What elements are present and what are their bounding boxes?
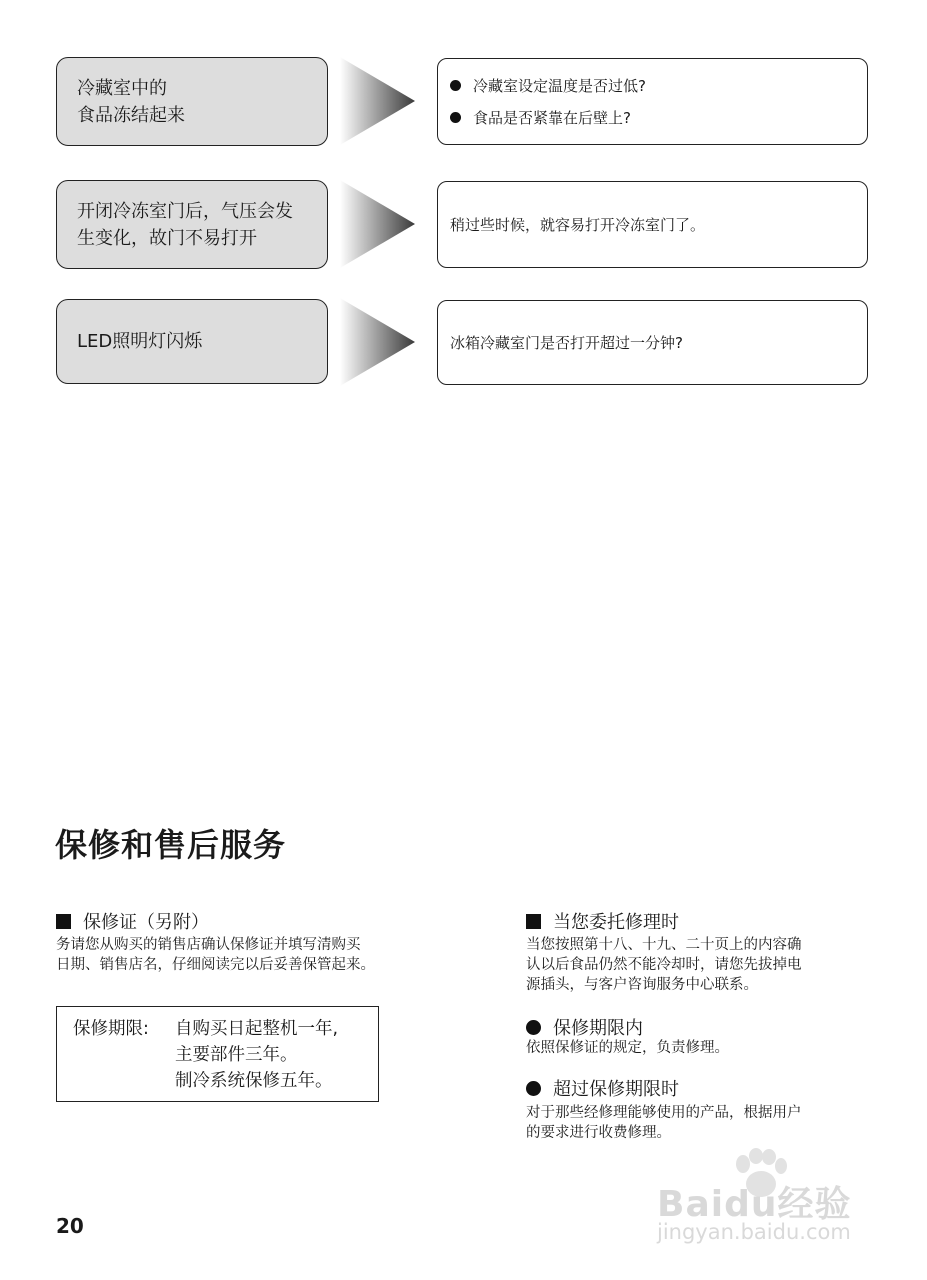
beyond-period-heading-text: 超过保修期限时	[553, 1079, 679, 1100]
repair-line-1: 当您按照第十八、十九、二十页上的内容确	[526, 937, 802, 953]
repair-text	[526, 935, 802, 995]
repair-heading-text: 当您委托修理时	[553, 912, 679, 933]
square-bullet-icon	[526, 914, 541, 929]
problem-3-line-1: LED照明灯闪烁	[77, 331, 203, 352]
watermark-brand: Baidu经验	[657, 1184, 852, 1225]
page-number: 20	[56, 1214, 84, 1238]
warranty-period-line-2: 主要部件三年。	[175, 1045, 298, 1065]
problem-box-2	[56, 180, 328, 269]
warranty-card-line-2: 日期、销售店名，仔细阅读完以后妥善保管起来。	[56, 957, 375, 973]
problem-box-1	[56, 57, 328, 146]
repair-line-2: 认以后食品仍然不能冷却时，请您先拔掉电	[526, 957, 802, 973]
answer-1-item-2	[450, 102, 855, 134]
beyond-period-line-1: 对于那些经修理能够使用的产品，根据用户	[526, 1105, 802, 1121]
bullet-dot-icon	[450, 80, 461, 91]
warranty-period-label: 保修期限:	[73, 1019, 149, 1039]
answer-1-item-2-text: 食品是否紧靠在后壁上?	[473, 108, 631, 127]
answer-box-2	[437, 181, 868, 268]
square-bullet-icon	[56, 914, 71, 929]
warranty-card-heading	[56, 908, 209, 934]
within-period-line-1: 依照保修证的规定，负责修理。	[526, 1040, 729, 1056]
watermark-url: jingyan.baidu.com	[657, 1220, 851, 1244]
warranty-card-text	[56, 935, 375, 975]
arrow-right-icon	[340, 298, 415, 386]
problem-1-line-2: 食品冻结起来	[77, 104, 185, 126]
warranty-period-line-3: 制冷系统保修五年。	[175, 1071, 333, 1091]
answer-box-3	[437, 300, 868, 385]
problem-box-3	[56, 299, 328, 384]
beyond-period-line-2: 的要求进行收费修理。	[526, 1125, 671, 1141]
beyond-period-heading	[526, 1075, 679, 1101]
beyond-period-text	[526, 1103, 802, 1143]
page-title: 保修和售后服务	[55, 826, 287, 864]
bullet-dot-icon	[450, 112, 461, 123]
arrow-right-icon	[340, 57, 415, 145]
warranty-card-line-1: 务请您从购买的销售店确认保修证并填写清购买	[56, 937, 361, 953]
within-period-heading-text: 保修期限内	[553, 1018, 643, 1039]
answer-box-1	[437, 58, 868, 145]
warranty-card-heading-text: 保修证（另附）	[83, 912, 209, 933]
problem-2-line-1: 开闭冷冻室门后，气压会发	[77, 200, 293, 222]
answer-3-text: 冰箱冷藏室门是否打开超过一分钟?	[450, 333, 683, 352]
problem-2-line-2: 生变化，故门不易打开	[77, 227, 257, 249]
warranty-period-lines	[175, 1016, 338, 1094]
answer-1-item-1-text: 冷藏室设定温度是否过低?	[473, 76, 646, 95]
answer-2-text: 稍过些时候，就容易打开冷冻室门了。	[450, 215, 706, 234]
warranty-period-box	[56, 1006, 379, 1102]
problem-1-line-1: 冷藏室中的	[77, 77, 167, 99]
answer-1-item-1	[450, 70, 855, 102]
round-bullet-icon	[526, 1020, 541, 1035]
warranty-period-line-1: 自购买日起整机一年,	[175, 1019, 339, 1039]
baidu-watermark	[655, 1148, 870, 1248]
repair-line-3: 源插头，与客户咨询服务中心联系。	[526, 977, 758, 993]
within-period-text	[526, 1038, 729, 1058]
round-bullet-icon	[526, 1081, 541, 1096]
arrow-right-icon	[340, 180, 415, 268]
repair-heading	[526, 908, 679, 934]
within-period-heading	[526, 1014, 643, 1040]
